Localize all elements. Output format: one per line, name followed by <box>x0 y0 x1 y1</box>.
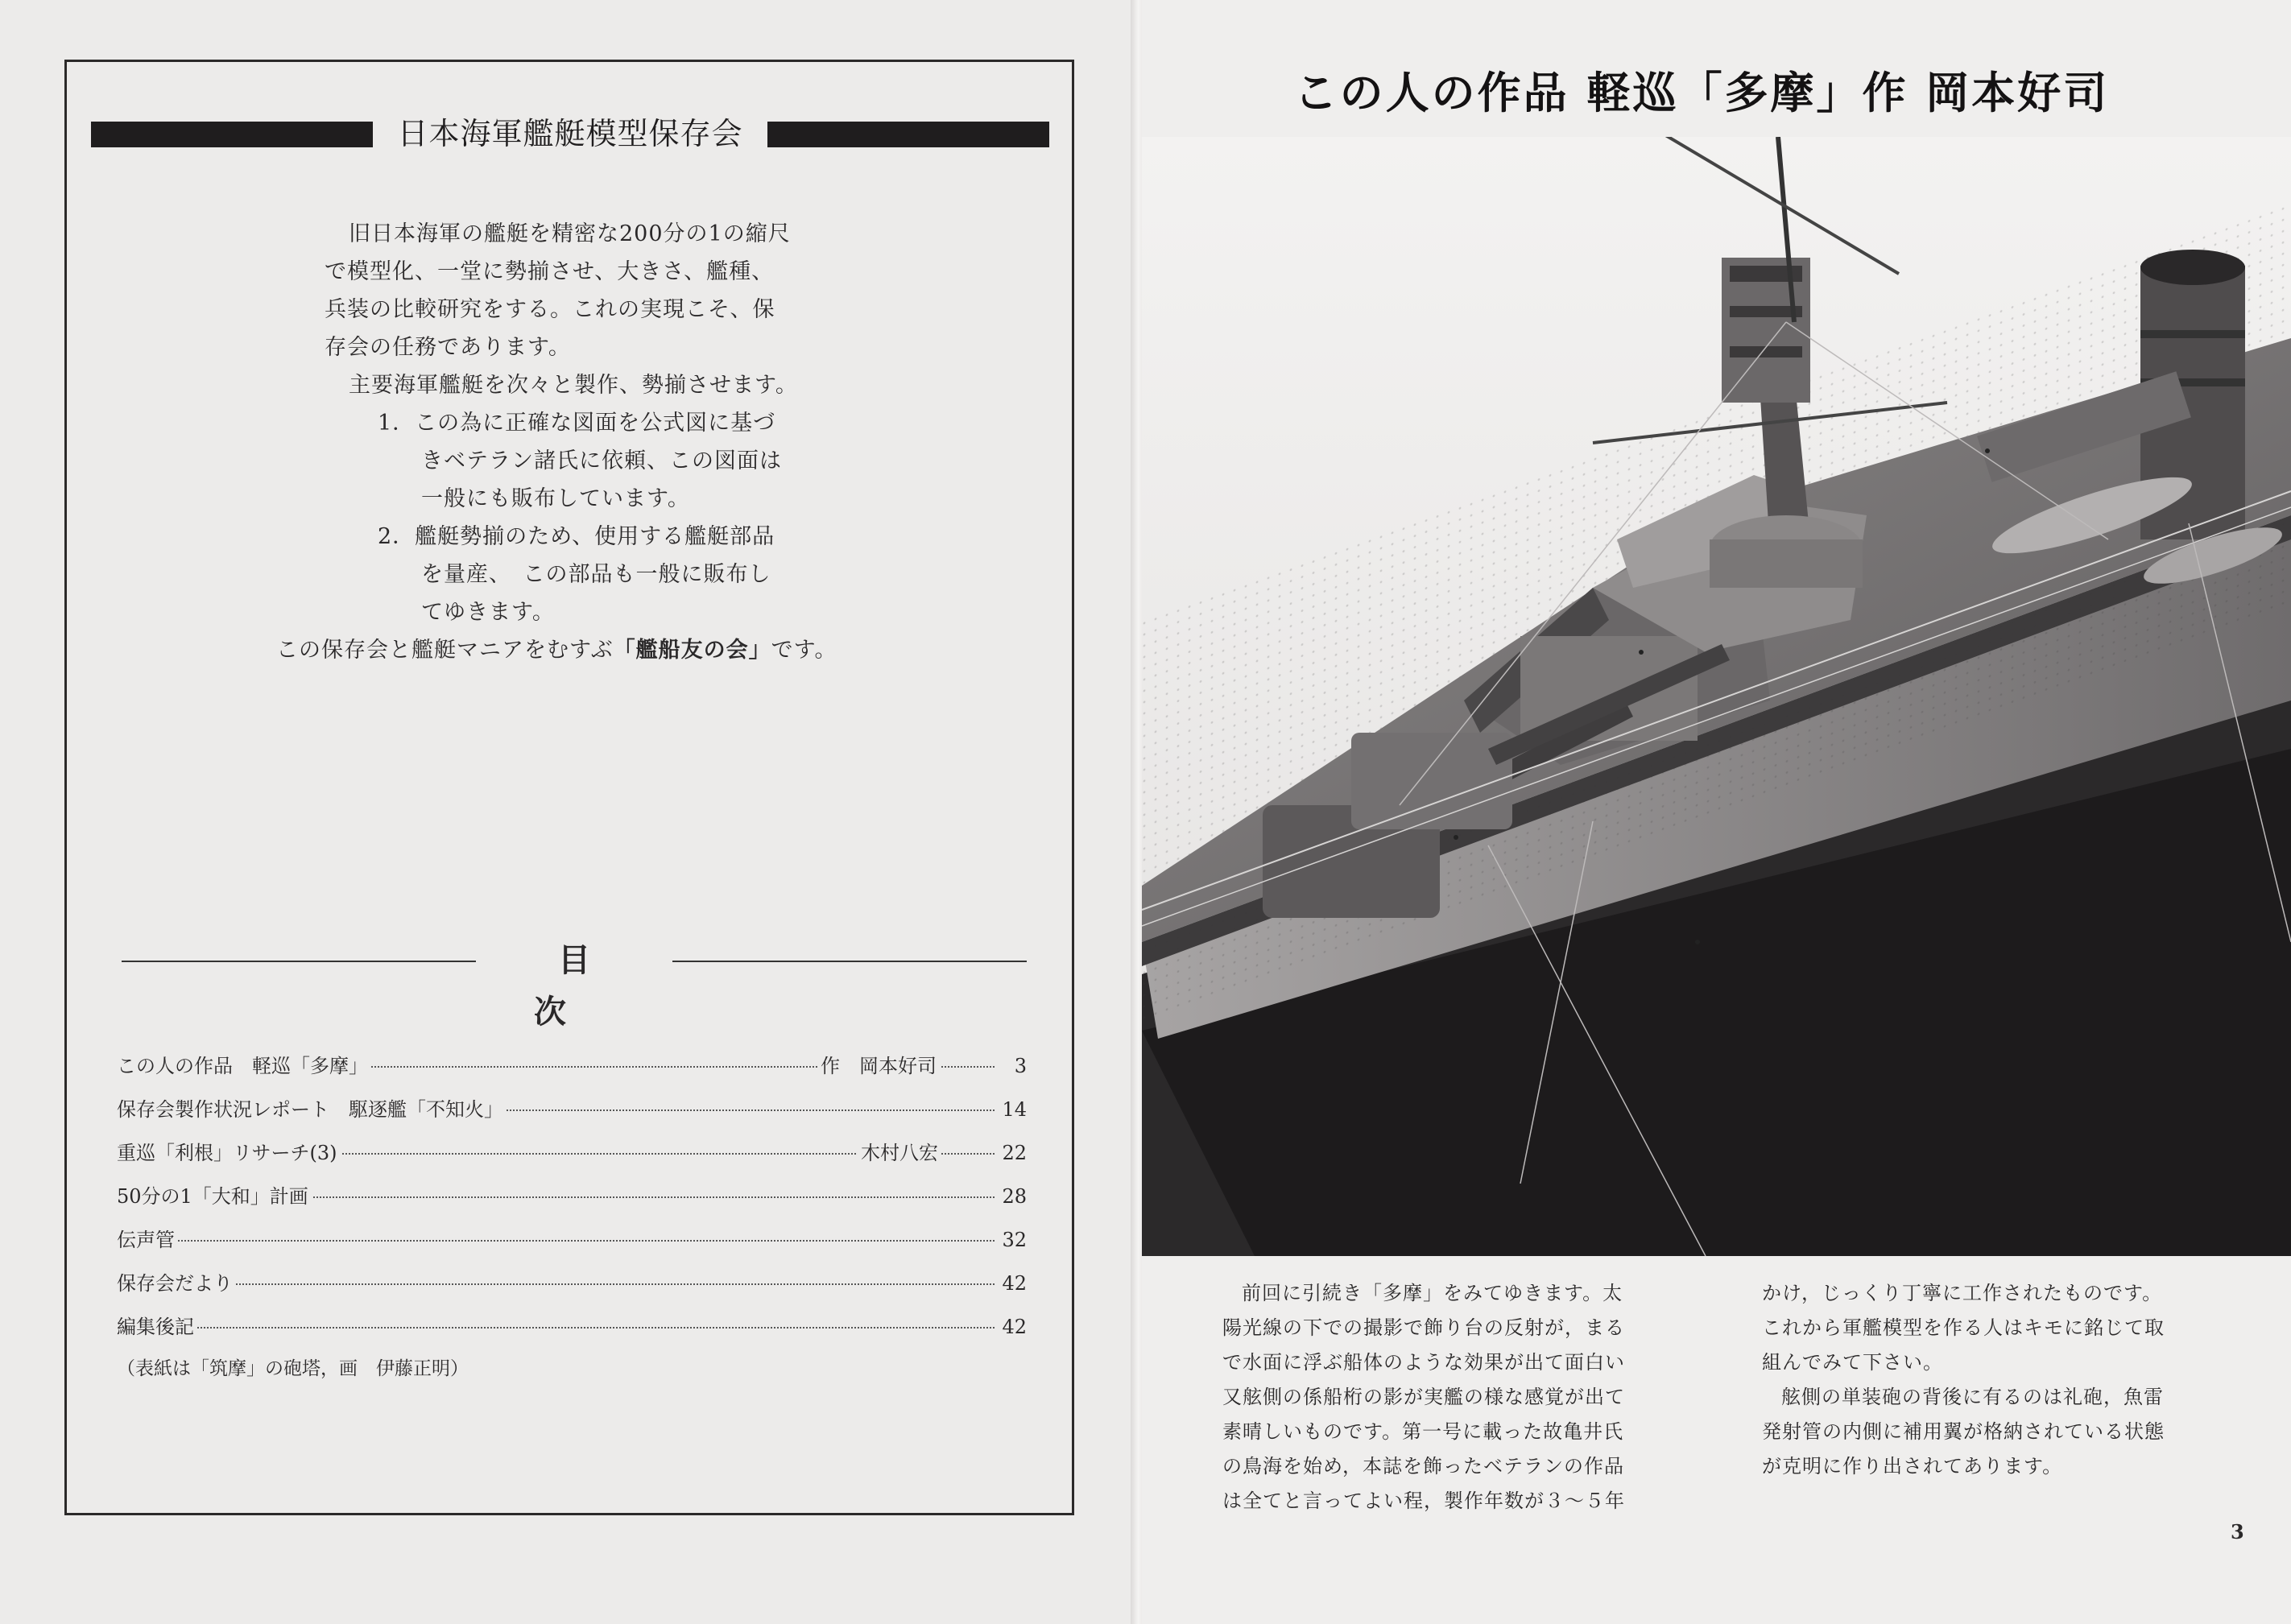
toc-entry[interactable] <box>117 1088 1027 1131</box>
cover-note: （表紙は「筑摩」の砲塔，画 伊藤正明） <box>117 1358 469 1379</box>
article-line: かけ，じっくり丁寧に工作されたものです。 <box>1762 1282 2163 1304</box>
right-page <box>1142 0 2291 1624</box>
toc-entry-title: 重巡「利根」リサーチ(3) <box>117 1142 341 1164</box>
toc-entry-title: 伝声管 <box>117 1229 178 1251</box>
toc-entry-author: 作 岡本好司 <box>817 1044 940 1088</box>
article-line: 組んでみて下さい。 <box>1762 1351 1943 1374</box>
article-line: の鳥海を始め，本誌を飾ったベテランの作品 <box>1222 1455 1625 1477</box>
left-page <box>0 0 1134 1624</box>
toc-entry-page: 32 <box>999 1218 1027 1262</box>
intro-line: てゆきます。 <box>421 600 555 625</box>
intro-closing <box>276 631 937 669</box>
article-line: は全てと言ってよい程，製作年数が３～５年 <box>1222 1490 1625 1512</box>
cruiser-model-photo <box>1142 137 2291 1256</box>
toc-rule-left <box>122 961 476 962</box>
intro-line: 旧日本海軍の艦艇を精密な200分の1の縮尺 <box>349 221 791 246</box>
toc-entry-title: 保存会製作状況レポート 駆逐艦「不知火」 <box>117 1098 507 1121</box>
society-intro <box>276 215 937 669</box>
toc-rule-right <box>672 961 1027 962</box>
title-bar-left <box>91 122 373 147</box>
toc-entry[interactable] <box>117 1262 1027 1305</box>
title-bar-right <box>767 122 1049 147</box>
article-column-2 <box>1762 1276 2213 1484</box>
toc-entry[interactable] <box>117 1131 1027 1175</box>
article-line: 素晴しいものです。第一号に載った故亀井氏 <box>1222 1420 1624 1443</box>
toc-title: 目次 <box>534 942 639 1031</box>
content-frame <box>64 60 1074 1515</box>
society-title-band <box>91 115 1049 152</box>
toc-entry-title: 保存会だより <box>117 1272 236 1295</box>
toc-entry[interactable] <box>117 1175 1027 1218</box>
article-line: これから軍艦模型を作る人はキモに銘じて取 <box>1762 1316 2165 1339</box>
table-of-contents <box>117 1044 1027 1389</box>
toc-entry-page: 28 <box>999 1175 1027 1218</box>
toc-entry-title: 編集後記 <box>117 1316 197 1338</box>
article-line: 陽光線の下での撮影で飾り台の反射が，まる <box>1222 1316 1625 1339</box>
toc-entry-page: 3 <box>1011 1044 1027 1088</box>
intro-line: 兵装の比較研究をする。これの実現こそ、保 <box>325 297 775 322</box>
toc-leader <box>117 1327 995 1329</box>
article-line: が克明に作り出されてあります。 <box>1762 1455 2063 1477</box>
intro-line: 存会の任務であります。 <box>325 335 571 360</box>
intro-line: 2．艦艇勢揃のため、使用する艦艇部品 <box>378 524 775 549</box>
intro-line: を量産、 この部品も一般に販布し <box>421 562 771 587</box>
article-line: で水面に浮ぶ船体のような効果が出て面白い <box>1222 1351 1625 1374</box>
toc-entry-page: 22 <box>999 1131 1027 1175</box>
closing-text: です。 <box>771 638 837 663</box>
toc-entry-title: この人の作品 軽巡「多摩」 <box>117 1055 371 1077</box>
club-name: 「艦船友の会」 <box>613 638 771 663</box>
toc-entry-page: 14 <box>999 1088 1027 1131</box>
toc-entry-page: 42 <box>999 1262 1027 1305</box>
toc-leader <box>117 1240 995 1242</box>
toc-entry-author: 木村八宏 <box>858 1131 941 1175</box>
article-line: 前回に引続き「多摩」をみてゆきます。太 <box>1242 1282 1623 1304</box>
closing-text: この保存会と艦艇マニアをむすぶ <box>276 638 614 663</box>
toc-entry-title: 50分の1「大和」計画 <box>117 1185 312 1208</box>
article-line: 又舷側の係船桁の影が実艦の様な感覚が出て <box>1222 1386 1625 1408</box>
society-title: 日本海軍艦艇模型保存会 <box>397 116 743 151</box>
article-line: 発射管の内側に補用翼が格納されている状態 <box>1762 1420 2165 1443</box>
toc-leader <box>117 1283 995 1285</box>
intro-line: 主要海軍艦艇を次々と製作、勢揃させます。 <box>349 373 798 398</box>
article-column-1 <box>1222 1276 1673 1519</box>
page-number: 3 <box>2231 1520 2244 1543</box>
intro-line: 1．この為に正確な図面を公式図に基づ <box>378 411 776 436</box>
article-line: 舷側の単装砲の背後に有るのは礼砲，魚雷 <box>1781 1386 2164 1408</box>
toc-heading <box>122 935 1027 1031</box>
intro-line: 一般にも販布しています。 <box>421 486 690 511</box>
toc-entry[interactable] <box>117 1218 1027 1262</box>
toc-entry[interactable] <box>117 1305 1027 1349</box>
toc-entry-page: 42 <box>999 1305 1027 1349</box>
intro-line: で模型化、一堂に勢揃させ、大きさ、艦種、 <box>325 259 775 284</box>
toc-entry[interactable] <box>117 1044 1027 1088</box>
article-title: この人の作品 軽巡「多摩」作 岡本好司 <box>1293 68 2110 118</box>
intro-line: きベテラン諸氏に依頼、この図面は <box>421 448 782 473</box>
